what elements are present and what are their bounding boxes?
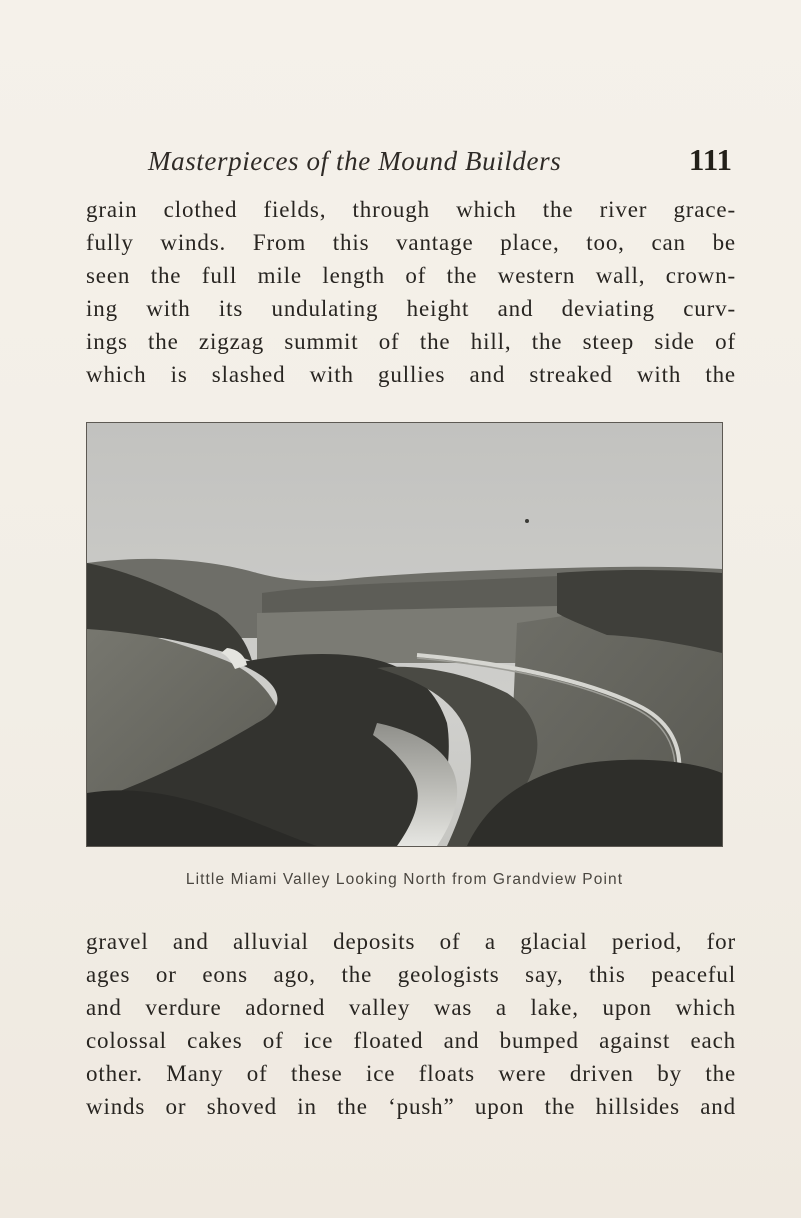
- text-line: gravel and alluvial deposits of a glacial period, for: [86, 929, 736, 954]
- text-line: grain clothed fields, through which the river grace-: [86, 197, 736, 222]
- text-line: seen the full mile length of the western wall, crown-: [86, 263, 736, 288]
- valley-photograph: [86, 422, 723, 847]
- text-line: colossal cakes of ice floated and bumped against each: [86, 1028, 736, 1053]
- text-line: winds or shoved in the ‘push” upon the hillsides and: [86, 1094, 736, 1119]
- page-number: 111: [688, 142, 732, 177]
- sky-speck: [525, 519, 529, 523]
- text-line: other. Many of these ice floats were driven by the: [86, 1061, 736, 1086]
- running-title: Masterpieces of the Mound Builders: [148, 146, 562, 176]
- figure-caption: Little Miami Valley Looking North from Grandview Point: [185, 871, 624, 888]
- text-line: fully winds. From this vantage place, too, can be: [86, 230, 736, 255]
- paragraph-bottom: [86, 925, 736, 1123]
- running-header: [148, 138, 736, 178]
- text-line: and verdure adorned valley was a lake, upon which: [86, 995, 736, 1020]
- paragraph-top: [86, 193, 736, 391]
- text-line: ing with its undulating height and deviating curv-: [86, 296, 736, 321]
- valley-landscape-image: [87, 423, 722, 846]
- text-line: ages or eons ago, the geologists say, this peaceful: [86, 962, 736, 987]
- text-line: which is slashed with gullies and streaked with the: [86, 362, 736, 387]
- text-line: ings the zigzag summit of the hill, the steep side of: [86, 329, 736, 354]
